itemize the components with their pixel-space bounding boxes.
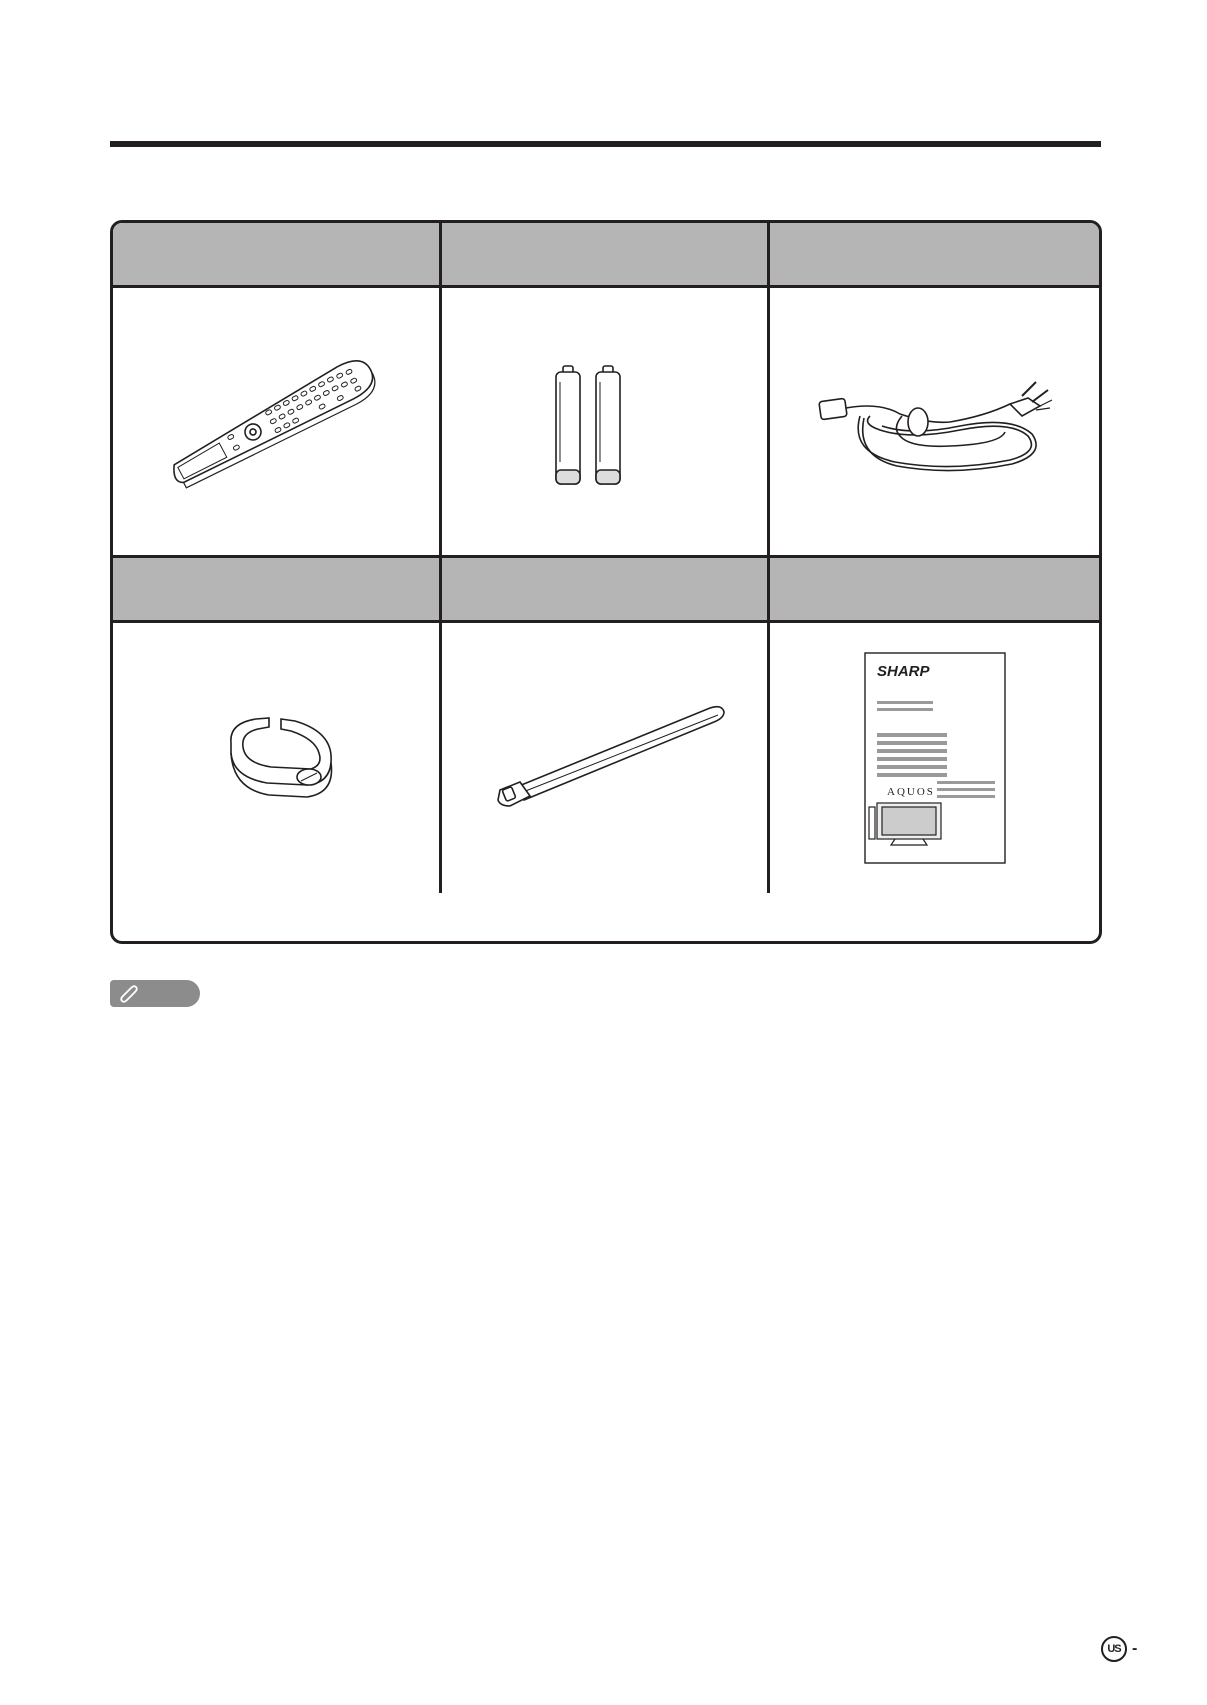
operation-manual-cell (770, 623, 1099, 893)
page-dash: - (1132, 1640, 1138, 1657)
cable-tie-cell (442, 623, 771, 893)
ac-cord-cell (770, 288, 1099, 558)
cable-tie-illustration (474, 688, 734, 828)
page-footer (1101, 1636, 1137, 1662)
header-rule (110, 141, 1101, 147)
manual-brand: SHARP (876, 663, 930, 680)
header-cell-2 (442, 223, 771, 288)
header-cell-1 (113, 223, 442, 288)
manual-model: AQUOS (886, 786, 935, 798)
remote-control-cell (113, 288, 442, 558)
header-cell-5 (442, 558, 771, 623)
note-badge (110, 980, 200, 1007)
operation-manual-illustration (855, 643, 1015, 873)
paperclip-icon (118, 983, 140, 1005)
header-cell-6 (770, 558, 1099, 623)
header-cell-3 (770, 223, 1099, 288)
accessories-table (110, 220, 1102, 944)
batteries-illustration (544, 352, 664, 492)
cable-clamp-cell (113, 623, 442, 893)
cable-clamp-illustration (211, 703, 341, 813)
batteries-cell (442, 288, 771, 558)
remote-control-illustration (156, 332, 396, 512)
ac-cord-illustration (800, 352, 1070, 492)
header-cell-4 (113, 558, 442, 623)
region-badge: US (1101, 1636, 1127, 1662)
